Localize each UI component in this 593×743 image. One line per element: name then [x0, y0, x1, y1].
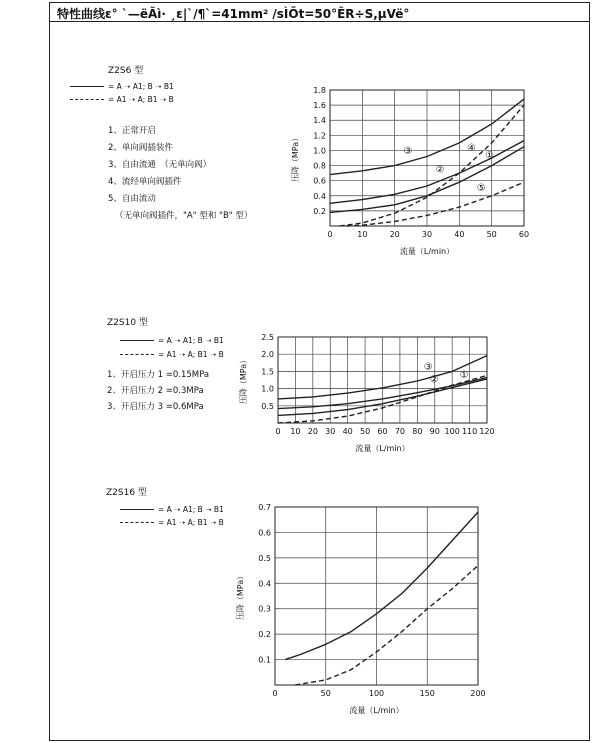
legend-label: = A ➝ A1; B ➝ B1	[108, 82, 174, 91]
x-tick-label: 0	[275, 427, 281, 436]
legend-label: = A ➝ A1; B ➝ B1	[158, 336, 224, 345]
section-title-z2s6: Z2S6 型	[108, 66, 144, 76]
list-item: 3、开启压力 3 =0.6MPa	[107, 402, 204, 412]
y-tick-label: 1.4	[313, 116, 326, 126]
x-tick-label: 60	[518, 230, 530, 239]
x-tick-label: 150	[419, 689, 435, 698]
section-title-z2s10: Z2S10 型	[107, 318, 148, 328]
list-item: 2、单向阀插装件	[108, 143, 173, 153]
y-tick-label: 0.3	[258, 604, 271, 614]
x-tick-label: 100	[444, 427, 460, 436]
x-tick-label: 70	[394, 427, 406, 436]
page-header-title: 特性曲线ε° `—ëÃì· ¸ε|`/¶`=41mm² /sÌÕt=50°ÊR÷S,µVë°	[57, 7, 410, 21]
y-tick-label: 0.1	[258, 655, 271, 665]
x-tick-label: 40	[454, 230, 465, 239]
series-label: ③	[403, 146, 413, 158]
list-item: 3、自由流通 （无单向阀）	[108, 160, 212, 170]
y-tick-label: 0.2	[313, 206, 326, 216]
legend-label: = A ➝ A1; B ➝ B1	[158, 505, 224, 514]
series-label: ①	[459, 370, 469, 382]
list-item: 1、开启压力 1 =0.15MPa	[107, 370, 210, 380]
y-tick-label: 1.0	[261, 384, 274, 394]
x-tick-label: 40	[342, 427, 353, 436]
x-tick-label: 50	[359, 427, 371, 436]
list-item: （无单向阀插件，"A" 型和 "B" 型）	[115, 211, 253, 221]
y-axis-label: 压降（MPa）	[236, 571, 245, 621]
section-title-z2s16: Z2S16 型	[106, 488, 147, 498]
series-label: ②	[429, 374, 439, 386]
y-tick-label: 1.8	[313, 86, 326, 95]
y-tick-label: 0.4	[313, 191, 326, 201]
x-tick-label: 50	[320, 689, 331, 698]
list-item: 1、正常开启	[108, 126, 156, 136]
x-tick-label: 110	[461, 427, 478, 436]
y-tick-label: 0.8	[313, 161, 326, 171]
x-tick-label: 0	[272, 689, 278, 698]
x-tick-label: 30	[421, 230, 433, 239]
legend-label: = A1 ➝ A; B1 ➝ B	[108, 95, 174, 104]
x-tick-label: 80	[412, 427, 423, 436]
x-tick-label: 0	[327, 230, 333, 239]
series-label: ③	[423, 362, 433, 374]
y-tick-label: 2.5	[261, 333, 274, 342]
x-tick-label: 10	[357, 230, 368, 239]
x-axis-label: 流量（L/min）	[399, 247, 455, 256]
legend-label: = A1 ➝ A; B1 ➝ B	[158, 350, 224, 359]
y-tick-label: 0.6	[258, 528, 271, 538]
y-tick-label: 1.5	[261, 367, 274, 377]
y-tick-label: 1.0	[313, 146, 326, 156]
x-tick-label: 20	[307, 427, 318, 436]
y-tick-label: 1.2	[313, 131, 326, 141]
series-line-solid	[285, 512, 478, 660]
x-tick-label: 10	[290, 427, 301, 436]
y-tick-label: 0.4	[258, 579, 271, 589]
list-item: 4、流经单向阀插件	[108, 177, 182, 187]
y-tick-label: 1.6	[313, 101, 326, 111]
y-tick-label: 0.5	[258, 553, 271, 563]
series-label: ②	[435, 164, 445, 176]
series-label: ⑤	[476, 183, 486, 195]
legend-label: = A1 ➝ A; B1 ➝ B	[158, 518, 224, 527]
series-label: ④	[467, 143, 476, 154]
x-tick-label: 100	[368, 689, 385, 698]
x-tick-label: 200	[470, 689, 486, 698]
x-tick-label: 90	[429, 427, 440, 436]
y-axis-label: 压降（MPa）	[239, 355, 248, 405]
x-tick-label: 30	[325, 427, 336, 436]
x-axis-label: 流量（L/min）	[355, 444, 410, 453]
x-tick-label: 50	[486, 230, 497, 239]
x-tick-label: 120	[479, 427, 495, 436]
y-tick-label: 2.0	[261, 350, 274, 360]
list-item: 5、自由流动	[108, 194, 156, 204]
x-tick-label: 20	[389, 230, 400, 239]
series-label: ①	[485, 150, 495, 162]
x-axis-label: 流量（L/min）	[349, 706, 404, 715]
y-tick-label: 0.6	[313, 176, 326, 186]
x-tick-label: 60	[377, 427, 388, 436]
y-tick-label: 0.5	[261, 401, 274, 411]
y-tick-label: 0.7	[258, 503, 271, 512]
list-item: 2、开启压力 2 =0.3MPa	[107, 386, 204, 396]
y-tick-label: 0.2	[258, 630, 271, 640]
y-axis-label: 压降（MPa）	[291, 133, 300, 183]
